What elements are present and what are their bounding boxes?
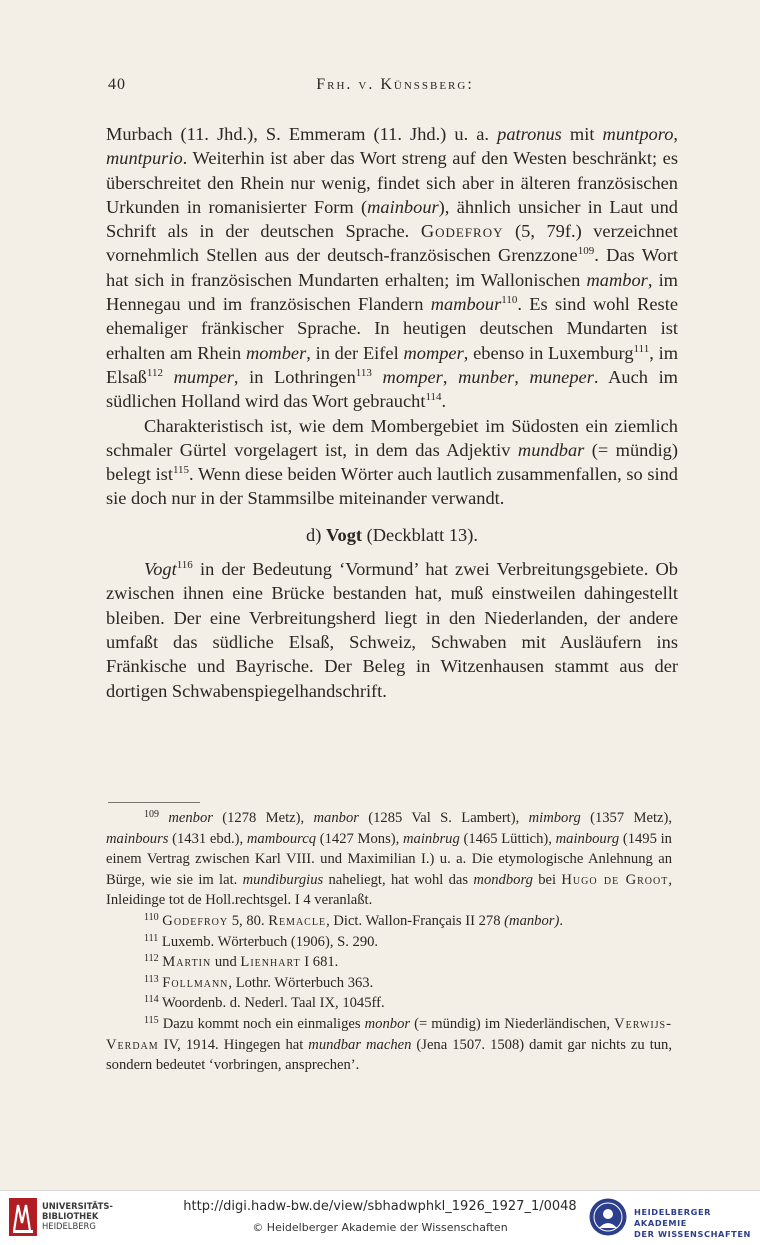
permalink-url[interactable]: http://digi.hadw-bw.de/view/sbhadwphkl_1926_1927_1/0048 [183,1199,577,1214]
paragraph: Vogt$^{116}$ in der Bedeutung ‘Vormund’ hat zwei Verbreitungsgebiete. Ob zwischen ihnen eine Brücke bestanden hat, muß einstweilen dahingestellt bleiben. Der eine Verbreitungsherd liegt in den Niederlanden, der andere umfaßt das südliche Elsaß, Schweiz, Schwaben mit Ausläufern ins Fränkische und Bayrische. Der Beleg in Witzenhausen stammt aus der dortigen Schwabenspiegelhandschrift. [106,559,678,701]
section-heading: d) Vogt (Deckblatt 13). [306,524,478,545]
running-title: Frh. v. Künssberg: [316,76,474,93]
main-text [106,122,678,703]
academy-name: HEIDELBERGER AKADEMIE DER WISSENSCHAFTEN [634,1207,752,1239]
footnote: $^{109}$ menbor (1278 Metz), manbor (1285 Val S. Lambert), mimborg (1357 Metz), mainbours (1431 ebd.), mambourcq (1427 Mons), mainbrug (1465 Lüttich), mainbourg (1495 in einem Vertrag zwischen Karl VIII. und Maximilian I.) u. a. Die etymologische Anlehnung an Bürge, wie sie im lat. mundiburgius naheliegt, hat wohl das mondborg bei Hugo de Groot, Inleidinge tot de Holl.rechtsgel. I 4 veranlaßt. [106,809,672,909]
footnote: $^{112}$ Martin und Lienhart I 681. [144,953,339,971]
library-name: UNIVERSITÄTS- BIBLIOTHEK HEIDELBERG [42,1201,113,1231]
academy-seal-icon [588,1197,628,1237]
page-number: 40 [108,76,126,93]
paragraph: Charakteristisch ist, wie dem Mombergebiet im Südosten ein ziemlich schmaler Gürtel vorgelagert ist, in dem das Adjektiv mundbar (= mündig) belegt ist$^{115}$. Wenn diese beiden Wörter auch lautlich zusammenfallen, so sind sie doch nur in der Stammsilbe miteinander verwandt. [106,415,678,509]
viewer-footer [0,1190,760,1245]
copyright-notice: © Heidelberger Akademie der Wissenschaften [252,1221,508,1234]
footnote-rule [108,802,200,803]
footnote: $^{113}$ Follmann, Lothr. Wörterbuch 363. [144,973,374,991]
footnote: $^{110}$ Godefroy 5, 80. Remacle, Dict. Wallon-Français II 278 (manbor). [144,911,563,929]
footnote: $^{114}$ Woordenb. d. Nederl. Taal IX, 1045ff. [144,994,385,1012]
footnote: $^{111}$ Luxemb. Wörterbuch (1906), S. 290. [144,932,379,950]
footnote: $^{115}$ Dazu kommt noch ein einmaliges monbor (= mündig) im Niederländischen, Verwijs-Verdam IV, 1914. Hingegen hat mundbar machen (Jena 1507. 1508) damit gar nichts zu tun, sondern bedeutet ‘vorbringen, ansprechen’. [106,1014,672,1074]
page-header [108,76,682,102]
paragraph: Murbach (11. Jhd.), S. Emmeram (11. Jhd.) u. a. patronus mit muntporo, muntpurio. Weiterhin ist aber das Wort streng auf den Westen beschränkt; es überschreitet den Rhein nur wenig, findet sich aber in älteren französischen Urkunden in romanisierter Form (mainbour), ähnlich unsicher in Laut und Schrift als in der deutschen Sprache. Godefroy (5, 79f.) verzeichnet vornehmlich Stellen aus der deutsch-französischen Grenzzone$^{109}$. Das Wort hat sich in französischen Mundarten erhalten; im Wallonischen mambor, im Hennegau und im französischen Flandern mambour$^{110}$. Es sind wohl Reste ehemaliger fränkischer Sprache. In heutigen deutschen Mundarten ist erhalten am Rhein momber, in der Eifel momper, ebenso in Luxemburg$^{111}$, im Elsaß$^{112}$ mumper, in Lothringen$^{113}$ momper, munber, muneper. Auch im südlichen Holland wird das Wort gebraucht$^{114}$. [106,124,679,412]
footnotes [106,808,672,1076]
